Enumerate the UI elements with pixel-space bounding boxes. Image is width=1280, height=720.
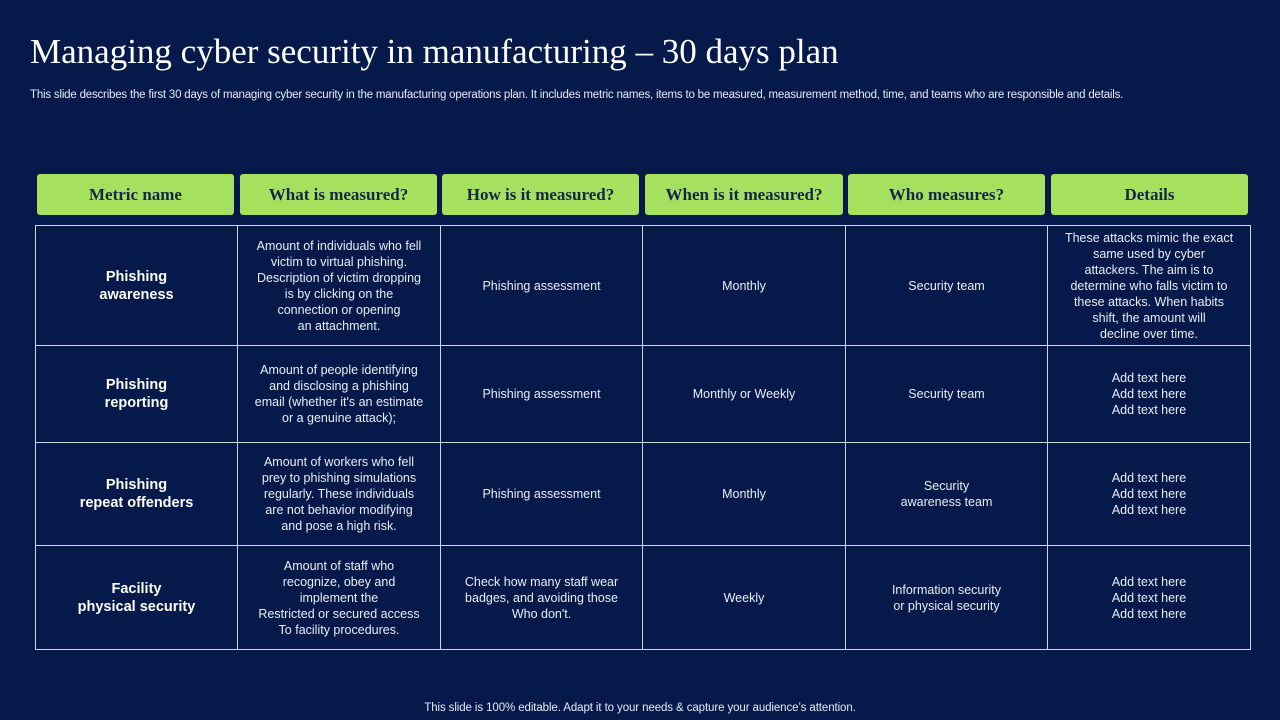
metric-cell xyxy=(36,226,238,346)
how-measured-text: Phishing assessment xyxy=(482,278,601,293)
who-measures-text: Security awareness team xyxy=(900,479,993,509)
table-row xyxy=(36,546,1251,650)
who-measures-text: Information security or physical security xyxy=(891,582,1002,613)
slide-subtitle: This slide describes the first 30 days of managing cyber security in the manufacturing operations plan. It includes metric names, items to be measured, measurement method, time, and teams who are responsible and details. xyxy=(30,89,1124,101)
slide-title: Managing cyber security in manufacturing – 30 days plan xyxy=(30,32,839,71)
what-measured-text: Amount of individuals who fell victim to virtual phishing. Description of victim dropping is by clicking on the connection or opening an attachment. xyxy=(256,238,422,333)
when-cell xyxy=(643,346,846,443)
what-measured-text: Amount of workers who fell prey to phishing simulations regularly. These individuals are not behavior modifying and pose a high risk. xyxy=(261,455,417,533)
when-measured-text: Monthly or Weekly xyxy=(692,387,796,401)
table-row xyxy=(36,443,1251,546)
metric-name: Phishing awareness xyxy=(99,268,174,303)
metric-name: Facility physical security xyxy=(77,580,196,615)
metric-cell xyxy=(36,443,238,546)
header-details: Details xyxy=(1051,174,1248,215)
how-measured-text: Phishing assessment xyxy=(482,487,601,501)
when-measured-text: Weekly xyxy=(723,590,765,605)
details-cell xyxy=(1048,226,1251,346)
metric-name: Phishing repeat offenders xyxy=(79,477,194,511)
details-cell xyxy=(1048,443,1251,546)
how-cell xyxy=(441,546,643,650)
who-measures-text: Security team xyxy=(908,387,985,401)
table-row xyxy=(36,226,1251,346)
who-cell xyxy=(846,346,1048,443)
how-measured-text: Phishing assessment xyxy=(482,387,601,401)
metric-cell xyxy=(36,546,238,650)
who-cell xyxy=(846,546,1048,650)
details-text: Add text here Add text here Add text here xyxy=(1111,371,1187,417)
what-cell xyxy=(238,346,441,443)
details-cell xyxy=(1048,346,1251,443)
when-measured-text: Monthly xyxy=(722,278,766,293)
what-measured-text: Amount of staff who recognize, obey and implement the Restricted or secured access To facility procedures. xyxy=(258,558,420,637)
who-cell xyxy=(846,226,1048,346)
when-cell xyxy=(643,443,846,546)
what-cell xyxy=(238,546,441,650)
who-cell xyxy=(846,443,1048,546)
header-when-is-it-measured: When is it measured? xyxy=(645,174,843,215)
when-measured-text: Monthly xyxy=(722,487,766,501)
what-cell xyxy=(238,443,441,546)
when-cell xyxy=(643,226,846,346)
metric-name: Phishing reporting xyxy=(104,377,169,411)
details-text: Add text here Add text here Add text here xyxy=(1111,471,1187,517)
when-cell xyxy=(643,546,846,650)
details-cell xyxy=(1048,546,1251,650)
metrics-table xyxy=(35,225,1251,650)
header-metric-name: Metric name xyxy=(37,174,234,215)
how-cell xyxy=(441,346,643,443)
metric-cell xyxy=(36,346,238,443)
how-measured-text: Check how many staff wear badges, and avoiding those Who don't. xyxy=(464,574,619,621)
how-cell xyxy=(441,226,643,346)
slide-footer: This slide is 100% editable. Adapt it to your needs & capture your audience’s attention. xyxy=(424,702,856,714)
header-what-is-measured: What is measured? xyxy=(240,174,437,215)
header-who-measures: Who measures? xyxy=(848,174,1045,215)
table-header-row xyxy=(37,174,1249,215)
what-cell xyxy=(238,226,441,346)
what-measured-text: Amount of people identifying and disclosing a phishing email (whether it's an estimate or a genuine attack); xyxy=(254,363,424,425)
header-how-is-it-measured: How is it measured? xyxy=(442,174,639,215)
details-text: Add text here Add text here Add text here xyxy=(1111,574,1187,621)
table-row xyxy=(36,346,1251,443)
details-text: These attacks mimic the exact same used by cyber attackers. The aim is to determine who falls victim to these attacks. When habits shift, the amount will decline over time. xyxy=(1064,230,1234,341)
how-cell xyxy=(441,443,643,546)
who-measures-text: Security team xyxy=(908,278,985,293)
